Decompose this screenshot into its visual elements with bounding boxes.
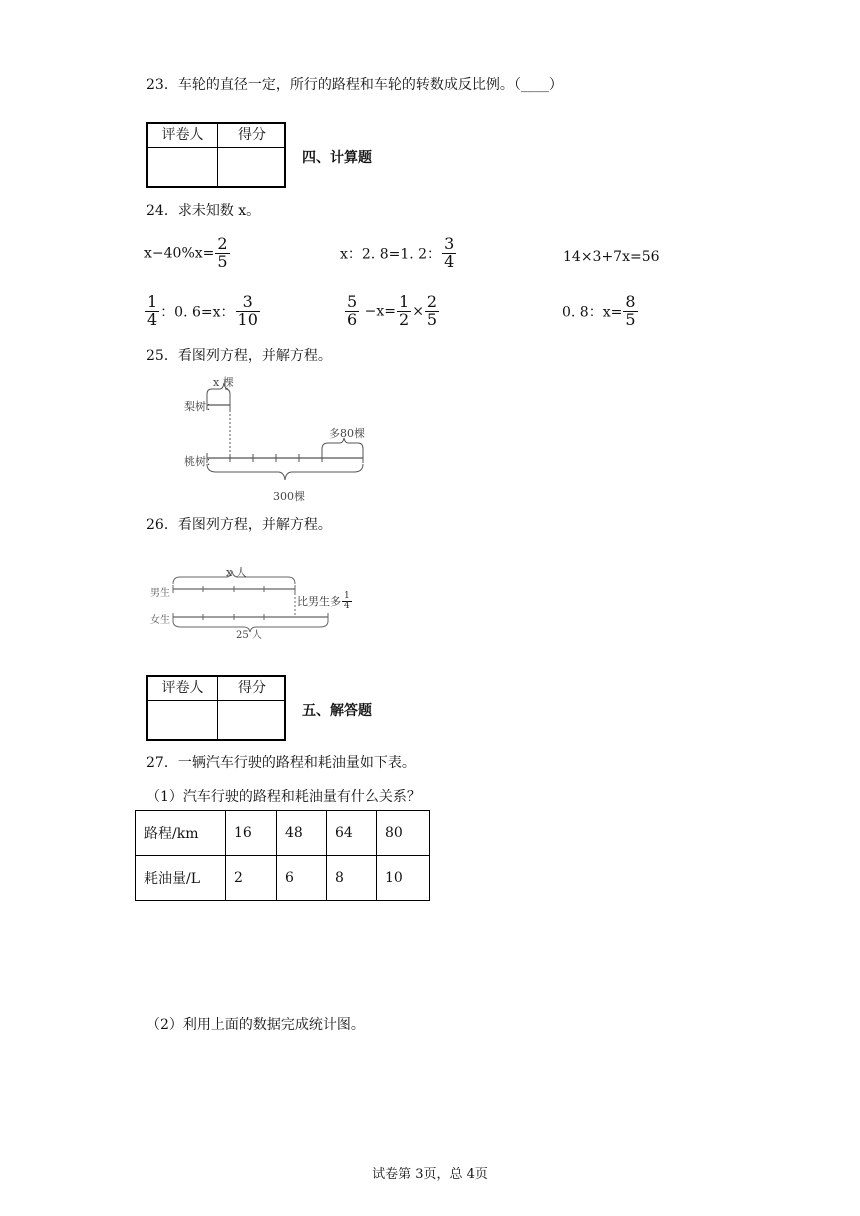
x-people-label: x 人 [226,566,247,579]
score-box-grader-header: 评卷人 [148,677,218,701]
table-row-header: 路程/km [136,811,226,856]
table-cell: 10 [377,856,430,901]
score-box-score-header: 得分 [218,124,286,148]
question-25-intro: 25．看图列方程，并解方程。 [146,348,332,364]
table-cell: 6 [277,856,327,901]
score-box-score-header: 得分 [218,677,286,701]
table-row [136,811,430,856]
score-box-score-cell [218,148,286,186]
distance-fuel-table [135,810,430,901]
pear-label: 梨树： [184,400,217,413]
table-cell: 80 [377,811,430,856]
x-trees-label: x 棵 [213,376,234,389]
equation-6: 0. 8：x= $\frac{8}{5}$ [562,292,636,329]
total-300-label: 300棵 [273,490,305,503]
girls-label: 女生 [150,615,170,626]
table-cell: 2 [226,856,277,901]
score-box-section-5 [146,675,286,741]
equation-4: $\frac{1}{4}$ ：0. 6=x： $\frac{3}{10}$ [147,292,258,329]
table-row-header: 耗油量/L [136,856,226,901]
table-cell: 64 [327,811,377,856]
score-box-score-cell [218,701,286,739]
question-27-intro: 27．一辆汽车行驶的路程和耗油量如下表。 [146,755,416,771]
table-row [136,856,430,901]
total-25-label: 25 人 [236,630,262,641]
question-27-part-2: （2）利用上面的数据完成统计图。 [146,1017,365,1033]
table-cell: 16 [226,811,277,856]
section-5-title: 五、解答题 [302,703,372,719]
page-footer: 试卷第 3页，总 4页 [372,1167,488,1182]
question-23: 23．车轮的直径一定，所行的路程和车轮的转数成反比例。（____） [146,77,563,93]
question-26-intro: 26．看图列方程，并解方程。 [146,517,332,533]
equation-3: 14×3+7x=56 [563,249,660,265]
more-than-boys-label: 比男生多 $\frac{1}{4}$ [297,591,350,612]
question-24-intro: 24．求未知数 x。 [146,203,261,219]
score-box-section-4 [146,122,286,188]
question-27-part-1: （1）汽车行驶的路程和耗油量有什么关系？ [146,789,421,805]
boys-label: 男生 [150,588,170,599]
equation-1: x−40%x= $\frac{2}{5}$ [144,234,228,271]
score-box-grader-header: 评卷人 [148,124,218,148]
table-cell: 48 [277,811,327,856]
score-box-grader-cell [148,701,218,739]
section-4-title: 四、计算题 [302,150,372,166]
equation-2: x：2. 8=1. 2： $\frac{3}{4}$ [340,234,455,271]
more-80-label: 多80棵 [329,427,365,440]
peach-label: 桃树： [184,455,217,468]
score-box-grader-cell [148,148,218,186]
equation-5: $\frac{5}{6}$ −x= $\frac{1}{2}$ × $\frac{2}{5}$ [347,292,438,329]
table-cell: 8 [327,856,377,901]
